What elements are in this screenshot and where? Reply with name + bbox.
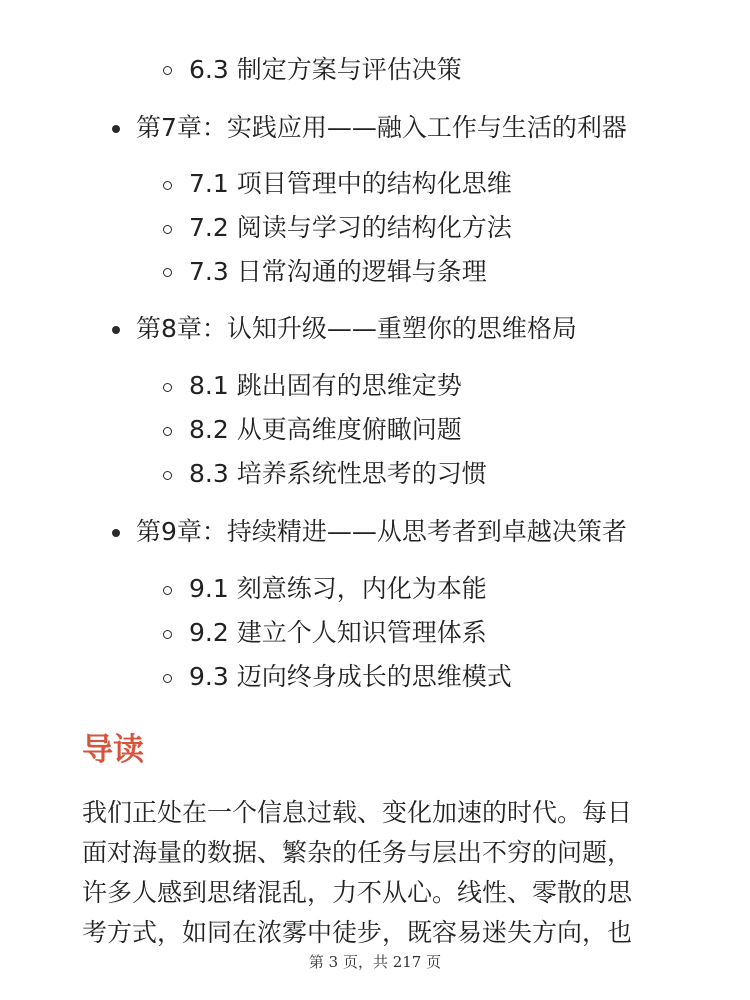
sub-bullet-icon — [163, 630, 172, 639]
sub-bullet-icon — [163, 586, 172, 595]
paragraph-line: 许多人感到思绪混乱，力不从心。线性、零散的思 — [82, 878, 633, 907]
toc-item-9-2: 9.2 建立个人知识管理体系 — [189, 618, 487, 647]
chapter-bullet-icon — [112, 125, 120, 133]
sub-bullet-icon — [163, 674, 172, 683]
toc-item-8-2: 8.2 从更高维度俯瞰问题 — [189, 415, 462, 444]
sub-bullet-icon — [163, 225, 172, 234]
chapter-bullet-icon — [112, 326, 120, 334]
toc-chapter-8: 第8章：认知升级——重塑你的思维格局 — [136, 314, 577, 343]
toc-item-6-3: 6.3 制定方案与评估决策 — [189, 55, 462, 84]
paragraph-line: 考方式，如同在浓雾中徒步，既容易迷失方向，也 — [82, 918, 633, 947]
toc-item-7-2: 7.2 阅读与学习的结构化方法 — [189, 213, 512, 242]
toc-chapter-9: 第9章：持续精进——从思考者到卓越决策者 — [136, 517, 627, 546]
sub-bullet-icon — [163, 181, 172, 190]
toc-chapter-7: 第7章：实践应用——融入工作与生活的利器 — [136, 113, 627, 142]
paragraph-line: 面对海量的数据、繁杂的任务与层出不穷的问题， — [82, 838, 633, 867]
toc-item-9-1: 9.1 刻意练习，内化为本能 — [189, 574, 487, 603]
toc-item-7-1: 7.1 项目管理中的结构化思维 — [189, 169, 512, 198]
toc-item-8-1: 8.1 跳出固有的思维定势 — [189, 371, 462, 400]
toc-item-8-3: 8.3 培养系统性思考的习惯 — [189, 459, 487, 488]
intro-paragraph — [82, 793, 682, 953]
toc-item-9-3: 9.3 迈向终身成长的思维模式 — [189, 662, 512, 691]
page-number: 第 3 页，共 217 页 — [308, 953, 442, 971]
chapter-bullet-icon — [112, 529, 120, 537]
sub-bullet-icon — [163, 427, 172, 436]
sub-bullet-icon — [163, 66, 172, 75]
toc-item-7-3: 7.3 日常沟通的逻辑与条理 — [189, 257, 487, 286]
section-heading: 导读 — [82, 732, 144, 768]
paragraph-line: 我们正处在一个信息过载、变化加速的时代。每日 — [82, 798, 633, 827]
sub-bullet-icon — [163, 471, 172, 480]
sub-bullet-icon — [163, 268, 172, 277]
sub-bullet-icon — [163, 383, 172, 392]
